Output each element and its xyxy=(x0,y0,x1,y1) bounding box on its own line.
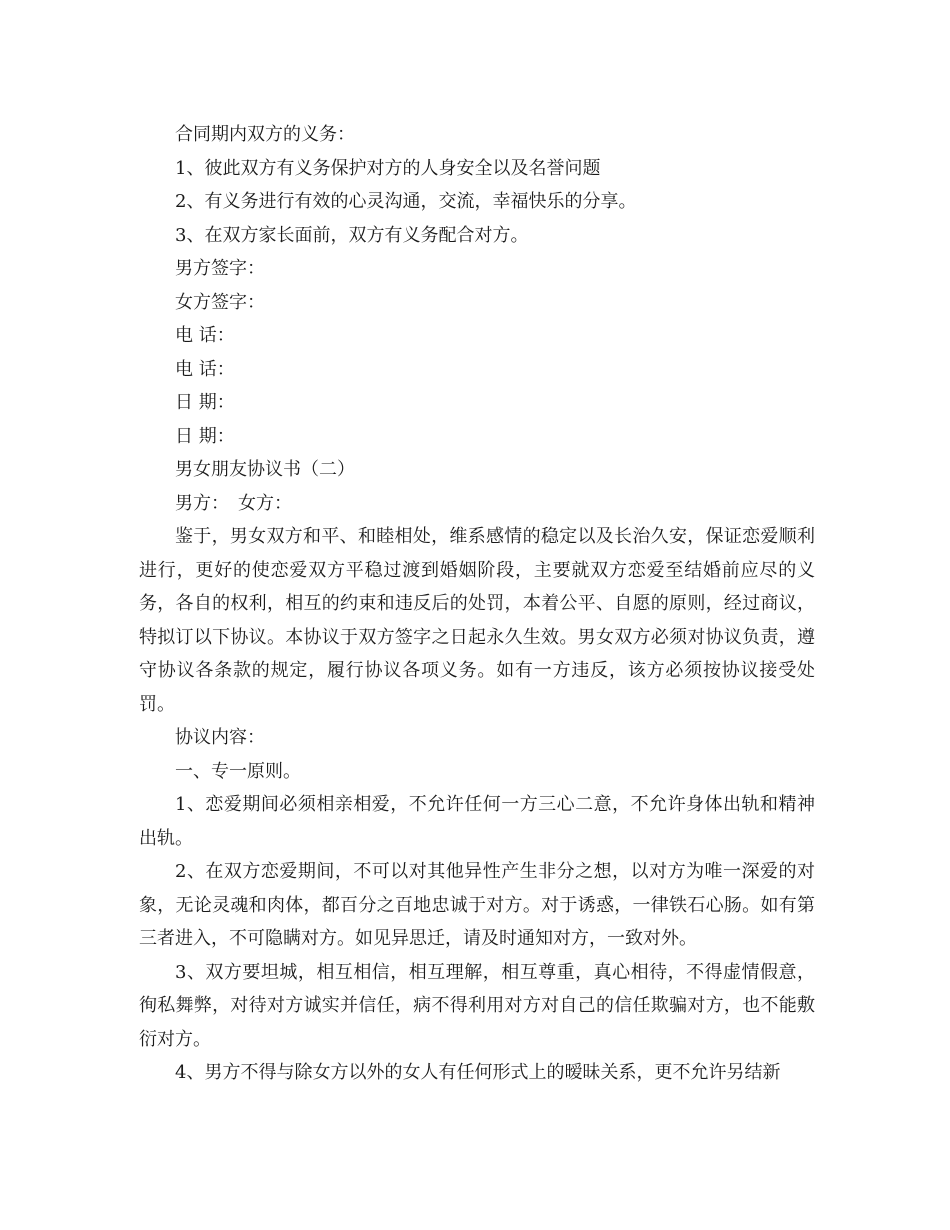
paragraph-contents-heading: 协议内容： xyxy=(175,727,265,748)
paragraph-clause-4: 4、男方不得与除女方以外的女人有任何形式上的暧昧关系，更不允许另结新 xyxy=(175,1062,781,1083)
paragraph-clause-2: 2、在双方恋爱期间，不可以对其他异性产生非分之想，以对方为唯一深爱的对象，无论灵魂和肉体，都百分之百地忠诚于对方。对于诱惑，一律铁石心肠。如有第三者进入，不可隐瞒对方。如见异思迁，请及时通知对方，一致对外。 xyxy=(139,861,815,949)
document-body xyxy=(139,118,815,1090)
date-line-2: 日 期： xyxy=(175,425,235,447)
paragraph-obligation-1: 1、彼此双方有义务保护对方的人身安全以及名誉问题 xyxy=(175,157,601,179)
date-line-1: 日 期： xyxy=(175,392,235,413)
male-signature-line: 男方签字： xyxy=(175,258,265,279)
section-title: 男女朋友协议书（二） xyxy=(175,459,355,480)
paragraph-obligations-heading: 合同期内双方的义务： xyxy=(175,124,355,145)
parties-line: 男方： 女方： xyxy=(175,492,292,514)
female-signature-line: 女方签字： xyxy=(175,291,265,313)
phone-line-2: 电 话： xyxy=(175,358,235,380)
phone-line-1: 电 话： xyxy=(175,325,235,346)
paragraph-principle-heading: 一、专一原则。 xyxy=(175,760,301,782)
paragraph-preamble: 鉴于，男女双方和平、和睦相处，维系感情的稳定以及长治久安，保证恋爱顺利进行，更好的使恋爱双方平稳过渡到婚姻阶段，主要就双方恋爱至结婚前应尽的义务，各自的权利，相互的约束和违反后的处罚，本着公平、自愿的原则，经过商议，特拟订以下协议。本协议于双方签字之日起永久生效。男女双方必须对协议负责，遵守协议各条款的规定，履行协议各项义务。如有一方违反，该方必须按协议接受处罚。 xyxy=(139,526,815,715)
paragraph-obligation-3: 3、在双方家长面前，双方有义务配合对方。 xyxy=(175,224,529,246)
paragraph-clause-3: 3、双方要坦城，相互相信，相互理解，相互尊重，真心相待，不得虚情假意，徇私舞弊，对待对方诚实并信任，病不得利用对方对自己的信任欺骗对方，也不能敷衍对方。 xyxy=(139,961,815,1050)
paragraph-clause-1: 1、恋爱期间必须相亲相爱，不允许任何一方三心二意，不允许身体出轨和精神出轨。 xyxy=(139,794,815,849)
paragraph-obligation-2: 2、有义务进行有效的心灵沟通，交流，幸福快乐的分享。 xyxy=(175,191,637,212)
